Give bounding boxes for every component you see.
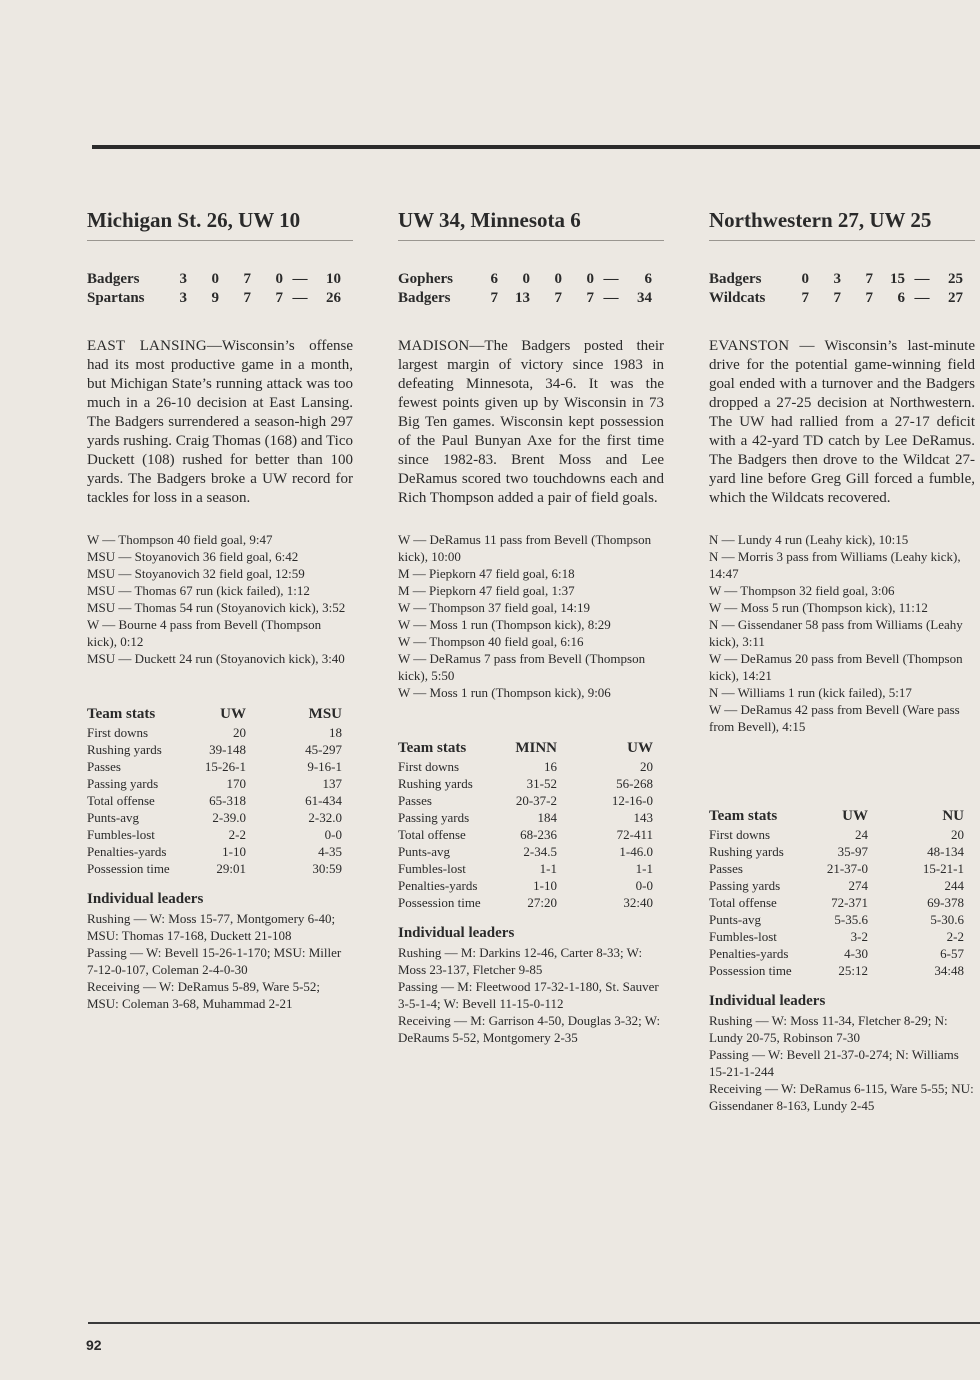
stats-header-row [398, 738, 653, 758]
stat-label: Fumbles-lost [398, 861, 466, 876]
stat-value-team1: 25:12 [838, 963, 868, 978]
bottom-rule [88, 1322, 980, 1324]
summary-text: — Wisconsin’s last-minute drive for the potential game-winning field goal ended with a turnover and the Badgers dropped a 27-25 decision at Northwestern. The UW had rallied from a 27-17 deficit with a 42-yard TD catch by Lee DeRamus. The Badgers then drove to the Wildcat 27-yard line before Greg Gill forced a fumble, which the Wildcats recovered. [709, 338, 975, 506]
linescore-table [398, 270, 652, 308]
stats-row [87, 809, 342, 826]
stats-row [87, 724, 342, 741]
linescore-row [398, 289, 652, 308]
stats-row [398, 809, 653, 826]
stats-header-row [709, 806, 964, 826]
stat-label: Fumbles-lost [709, 929, 777, 944]
stat-label: Passing yards [398, 810, 470, 825]
leader-line: Receiving — W: DeRamus 6-115, Ware 5-55; NU: Gissendaner 8-163, Lundy 2-45 [709, 1081, 974, 1113]
stat-value-team2: 5-30.6 [930, 912, 964, 927]
individual-leaders [87, 910, 353, 1012]
stat-label: First downs [709, 827, 771, 842]
summary-text: —The Badgers posted their largest margin of victory since 1983 in defeating Minnesota, 34-6. It was the fewest points given up by Wisconsin in 73 Big Ten games. Wisconsin kept possession of the Paul Bunyan Axe for the first time since 1982-83. Brent Moss and Lee DeRamus scored two touchdowns each and Rich Thompson added a pair of field goals. [398, 338, 664, 506]
leader-line: Receiving — M: Garrison 4-50, Douglas 3-32; W: DeRaums 5-52, Montgomery 2-35 [398, 1013, 661, 1045]
stat-label: Total offense [398, 827, 466, 842]
individual-leaders-heading: Individual leaders [709, 993, 826, 1009]
stat-value-team1: 27:20 [527, 895, 557, 910]
stats-row [398, 758, 653, 775]
stat-value-team1: 31-52 [526, 776, 557, 791]
stat-value-team2: 4-35 [318, 844, 342, 859]
stat-value-team1: 5-35.6 [834, 912, 868, 927]
linescore-team: Spartans [87, 290, 145, 306]
linescore-dash: — [603, 290, 619, 306]
linescore-table [709, 270, 963, 308]
stat-value-team2: 61-434 [305, 793, 342, 808]
quarter-score: 6 [490, 271, 498, 287]
leader-line: Rushing — W: Moss 15-77, Montgomery 6-40; MSU: Thomas 17-168, Duckett 21-108 [87, 911, 336, 943]
stat-label: Passes [398, 793, 432, 808]
quarter-score: 0 [211, 271, 219, 287]
game-summary [398, 337, 664, 508]
team-stats-table [398, 738, 653, 911]
stat-label: Passes [87, 759, 121, 774]
stats-row [709, 877, 964, 894]
dateline: EVANSTON [709, 338, 790, 354]
stat-value-team1: 274 [848, 878, 868, 893]
stat-label: Passing yards [87, 776, 159, 791]
stats-row [398, 775, 653, 792]
stat-value-team2: 45-297 [305, 742, 342, 757]
stats-row [87, 826, 342, 843]
scoring-play: W — DeRamus 20 pass from Bevell (Thompson kick), 14:21 [709, 651, 963, 683]
quarter-score: 7 [243, 271, 251, 287]
quarter-score: 7 [275, 290, 283, 306]
stat-value-team2: 69-378 [927, 895, 964, 910]
stats-row [398, 792, 653, 809]
quarter-score: 0 [522, 271, 530, 287]
quarter-score: 7 [833, 290, 841, 306]
game-summary [87, 337, 353, 508]
stat-value-team2: 20 [640, 759, 653, 774]
stat-value-team1: 35-97 [837, 844, 868, 859]
stats-row [709, 826, 964, 843]
game-summary [709, 337, 975, 508]
stat-label: Rushing yards [87, 742, 162, 757]
stat-value-team1: 1-1 [539, 861, 557, 876]
stat-value-team2: 48-134 [927, 844, 964, 859]
stat-value-team1: 1-10 [222, 844, 246, 859]
linescore-dash: — [914, 290, 930, 306]
stat-label: Punts-avg [398, 844, 450, 859]
scoring-play: W — Moss 1 run (Thompson kick), 8:29 [398, 617, 611, 632]
stat-value-team1: 2-2 [228, 827, 246, 842]
quarter-score: 0 [275, 271, 283, 287]
stat-value-team1: 39-148 [209, 742, 246, 757]
stat-value-team2: 32:40 [623, 895, 653, 910]
individual-leaders [398, 944, 664, 1046]
linescore-row [87, 270, 341, 289]
scoring-play: W — Bourne 4 pass from Bevell (Thompson kick), 0:12 [87, 617, 322, 649]
stat-value-team1: 15-26-1 [204, 759, 246, 774]
final-score: 10 [326, 271, 341, 287]
stat-value-team2: 6-57 [940, 946, 964, 961]
leader-line: Rushing — W: Moss 11-34, Fletcher 8-29; N: Lundy 20-75, Robinson 7-30 [709, 1013, 948, 1045]
stats-team1: UW [842, 808, 868, 824]
scoring-play: M — Piepkorn 47 field goal, 1:37 [398, 583, 575, 598]
stat-label: Total offense [709, 895, 777, 910]
quarter-score: 7 [490, 290, 498, 306]
stat-value-team1: 170 [226, 776, 246, 791]
stat-value-team2: 9-16-1 [307, 759, 342, 774]
scoring-play: W — DeRamus 42 pass from Bevell (Ware pass from Bevell), 4:15 [709, 702, 960, 734]
scoring-play: W — DeRamus 11 pass from Bevell (Thompson kick), 10:00 [398, 532, 652, 564]
scoring-play: M — Piepkorn 47 field goal, 6:18 [398, 566, 575, 581]
summary-text: —Wisconsin’s offense had its most productive game in a month, but Michigan State’s running attack was too much in a 26-10 decision at East Lansing. The Badgers surrendered a season-high 297 yards rushing. Craig Thomas (168) and Tico Duckett (108) rushed for better than 100 yards. The Badgers broke a UW record for tackles for loss in a season. [87, 338, 353, 506]
stat-label: Possession time [87, 861, 170, 876]
stat-value-team2: 20 [951, 827, 964, 842]
quarter-score: 7 [554, 290, 562, 306]
stat-value-team2: 0-0 [324, 827, 342, 842]
linescore-row [709, 289, 963, 308]
scoring-play: W — Moss 1 run (Thompson kick), 9:06 [398, 685, 611, 700]
stat-label: Penalties-yards [398, 878, 478, 893]
individual-leaders-heading: Individual leaders [398, 925, 515, 941]
individual-leaders-heading: Individual leaders [87, 891, 204, 907]
scoring-play: W — Thompson 40 field goal, 6:16 [398, 634, 584, 649]
scoring-play: W — Thompson 40 field goal, 9:47 [87, 532, 273, 547]
quarter-score: 7 [586, 290, 594, 306]
stat-value-team1: 68-236 [520, 827, 557, 842]
scoring-play: N — Morris 3 pass from Williams (Leahy kick), 14:47 [709, 549, 961, 581]
stats-row [398, 826, 653, 843]
quarter-score: 0 [554, 271, 562, 287]
stat-value-team2: 18 [329, 725, 342, 740]
scoring-play: N — Williams 1 run (kick failed), 5:17 [709, 685, 912, 700]
dateline: EAST LANSING [87, 338, 207, 354]
stat-label: Possession time [709, 963, 792, 978]
stat-value-team2: 1-1 [635, 861, 653, 876]
scoring-play: MSU — Thomas 67 run (kick failed), 1:12 [87, 583, 310, 598]
dateline: MADISON [398, 338, 470, 354]
linescore-team: Badgers [398, 290, 451, 306]
leader-line: Rushing — M: Darkins 12-46, Carter 8-33; W: Moss 23-137, Fletcher 9-85 [398, 945, 643, 977]
team-stats-table [87, 704, 342, 877]
linescore-row [709, 270, 963, 289]
quarter-score: 13 [515, 290, 530, 306]
stats-row [398, 860, 653, 877]
stats-row [87, 775, 342, 792]
stat-value-team1: 24 [855, 827, 868, 842]
stats-row [87, 792, 342, 809]
individual-leaders [709, 1012, 975, 1114]
stats-row [87, 758, 342, 775]
linescore-team: Badgers [87, 271, 140, 287]
scoring-summary [398, 531, 664, 701]
quarter-score: 6 [897, 290, 905, 306]
stats-row [709, 860, 964, 877]
stat-value-team1: 20 [233, 725, 246, 740]
leader-line: Passing — W: Bevell 15-26-1-170; MSU: Miller 7-12-0-107, Coleman 2-4-0-30 [87, 945, 342, 977]
game-column [87, 206, 353, 1012]
stats-team2: NU [942, 808, 964, 824]
final-score: 27 [948, 290, 963, 306]
scoring-play: W — Thompson 32 field goal, 3:06 [709, 583, 895, 598]
linescore-dash: — [292, 290, 308, 306]
stats-heading: Team stats [398, 740, 467, 756]
stats-team1: MINN [515, 740, 557, 756]
final-score: 25 [948, 271, 963, 287]
stat-label: Passes [709, 861, 743, 876]
game-title: UW 34, Minnesota 6 [398, 206, 664, 241]
team-stats-table [709, 806, 964, 979]
stat-value-team2: 143 [633, 810, 653, 825]
stat-value-team1: 16 [544, 759, 557, 774]
stats-team1: UW [220, 706, 246, 722]
final-score: 34 [637, 290, 652, 306]
linescore-team: Gophers [398, 271, 454, 287]
stats-row [87, 741, 342, 758]
stats-heading: Team stats [709, 808, 778, 824]
stats-row [709, 928, 964, 945]
page-number: 92 [86, 1337, 102, 1353]
stat-value-team1: 65-318 [209, 793, 246, 808]
stats-heading: Team stats [87, 706, 156, 722]
leader-line: Passing — M: Fleetwood 17-32-1-180, St. Sauver 3-5-1-4; W: Bevell 11-15-0-112 [398, 979, 659, 1011]
stats-team2: UW [627, 740, 653, 756]
stat-value-team1: 21-37-0 [826, 861, 868, 876]
stat-label: Possession time [398, 895, 481, 910]
stat-label: Penalties-yards [709, 946, 789, 961]
linescore-table [87, 270, 341, 308]
leader-line: Passing — W: Bevell 21-37-0-274; N: Williams 15-21-1-244 [709, 1047, 959, 1079]
stats-header-row [87, 704, 342, 724]
stat-label: Passing yards [709, 878, 781, 893]
stat-label: Fumbles-lost [87, 827, 155, 842]
scoring-play: N — Gissendaner 58 pass from Williams (Leahy kick), 3:11 [709, 617, 963, 649]
stat-value-team2: 30:59 [312, 861, 342, 876]
stat-value-team1: 184 [537, 810, 557, 825]
scoring-play: MSU — Stoyanovich 32 field goal, 12:59 [87, 566, 305, 581]
stats-row [398, 894, 653, 911]
stat-label: Rushing yards [398, 776, 473, 791]
stat-value-team2: 72-411 [616, 827, 653, 842]
game-column [709, 206, 975, 1114]
game-title: Northwestern 27, UW 25 [709, 206, 975, 241]
stat-value-team1: 3-2 [850, 929, 868, 944]
stats-team2: MSU [308, 706, 342, 722]
linescore-row [87, 289, 341, 308]
game-column [398, 206, 664, 1046]
top-rule [92, 145, 980, 149]
stat-value-team1: 2-34.5 [523, 844, 557, 859]
stats-row [709, 843, 964, 860]
stat-value-team2: 0-0 [635, 878, 653, 893]
stat-value-team2: 56-268 [616, 776, 653, 791]
quarter-score: 3 [179, 290, 187, 306]
quarter-score: 7 [865, 271, 873, 287]
final-score: 26 [326, 290, 341, 306]
quarter-score: 3 [833, 271, 841, 287]
stat-value-team2: 1-46.0 [619, 844, 653, 859]
stats-row [398, 843, 653, 860]
scoring-play: MSU — Stoyanovich 36 field goal, 6:42 [87, 549, 299, 564]
game-title: Michigan St. 26, UW 10 [87, 206, 353, 241]
quarter-score: 7 [801, 290, 809, 306]
stat-value-team1: 72-371 [831, 895, 868, 910]
stat-label: Total offense [87, 793, 155, 808]
quarter-score: 15 [890, 271, 905, 287]
leader-line: Receiving — W: DeRamus 5-89, Ware 5-52; MSU: Coleman 3-68, Muhammad 2-21 [87, 979, 321, 1011]
stats-row [709, 945, 964, 962]
quarter-score: 0 [586, 271, 594, 287]
stat-value-team1: 4-30 [844, 946, 868, 961]
stats-row [709, 894, 964, 911]
linescore-dash: — [914, 271, 930, 287]
scoring-play: MSU — Thomas 54 run (Stoyanovich kick), 3:52 [87, 600, 346, 615]
stats-row [87, 860, 342, 877]
stat-value-team1: 20-37-2 [515, 793, 557, 808]
stat-value-team2: 2-2 [946, 929, 964, 944]
quarter-score: 0 [801, 271, 809, 287]
stats-row [709, 911, 964, 928]
linescore-team: Badgers [709, 271, 762, 287]
linescore-row [398, 270, 652, 289]
stats-row [709, 962, 964, 979]
linescore-dash: — [292, 271, 308, 287]
stat-label: Rushing yards [709, 844, 784, 859]
quarter-score: 7 [865, 290, 873, 306]
scoring-play: W — DeRamus 7 pass from Bevell (Thompson kick), 5:50 [398, 651, 646, 683]
stat-label: Punts-avg [709, 912, 761, 927]
scoring-summary [87, 531, 353, 667]
stat-value-team2: 15-21-1 [922, 861, 964, 876]
scoring-play: MSU — Duckett 24 run (Stoyanovich kick), 3:40 [87, 651, 345, 666]
scoring-summary [709, 531, 975, 735]
stat-value-team2: 34:48 [934, 963, 964, 978]
linescore-dash: — [603, 271, 619, 287]
stats-row [87, 843, 342, 860]
quarter-score: 3 [179, 271, 187, 287]
stats-row [398, 877, 653, 894]
scoring-play: W — Moss 5 run (Thompson kick), 11:12 [709, 600, 928, 615]
stat-value-team2: 244 [944, 878, 964, 893]
scoring-play: W — Thompson 37 field goal, 14:19 [398, 600, 590, 615]
stat-label: Punts-avg [87, 810, 139, 825]
stat-value-team1: 2-39.0 [212, 810, 246, 825]
stat-value-team2: 137 [322, 776, 342, 791]
stat-label: Penalties-yards [87, 844, 167, 859]
stat-value-team2: 2-32.0 [308, 810, 342, 825]
quarter-score: 7 [243, 290, 251, 306]
stat-value-team1: 29:01 [216, 861, 246, 876]
stat-value-team2: 12-16-0 [611, 793, 653, 808]
final-score: 6 [644, 271, 652, 287]
stat-value-team1: 1-10 [533, 878, 557, 893]
stat-label: First downs [87, 725, 149, 740]
scoring-play: N — Lundy 4 run (Leahy kick), 10:15 [709, 532, 909, 547]
stat-label: First downs [398, 759, 460, 774]
quarter-score: 9 [211, 290, 219, 306]
linescore-team: Wildcats [709, 290, 766, 306]
